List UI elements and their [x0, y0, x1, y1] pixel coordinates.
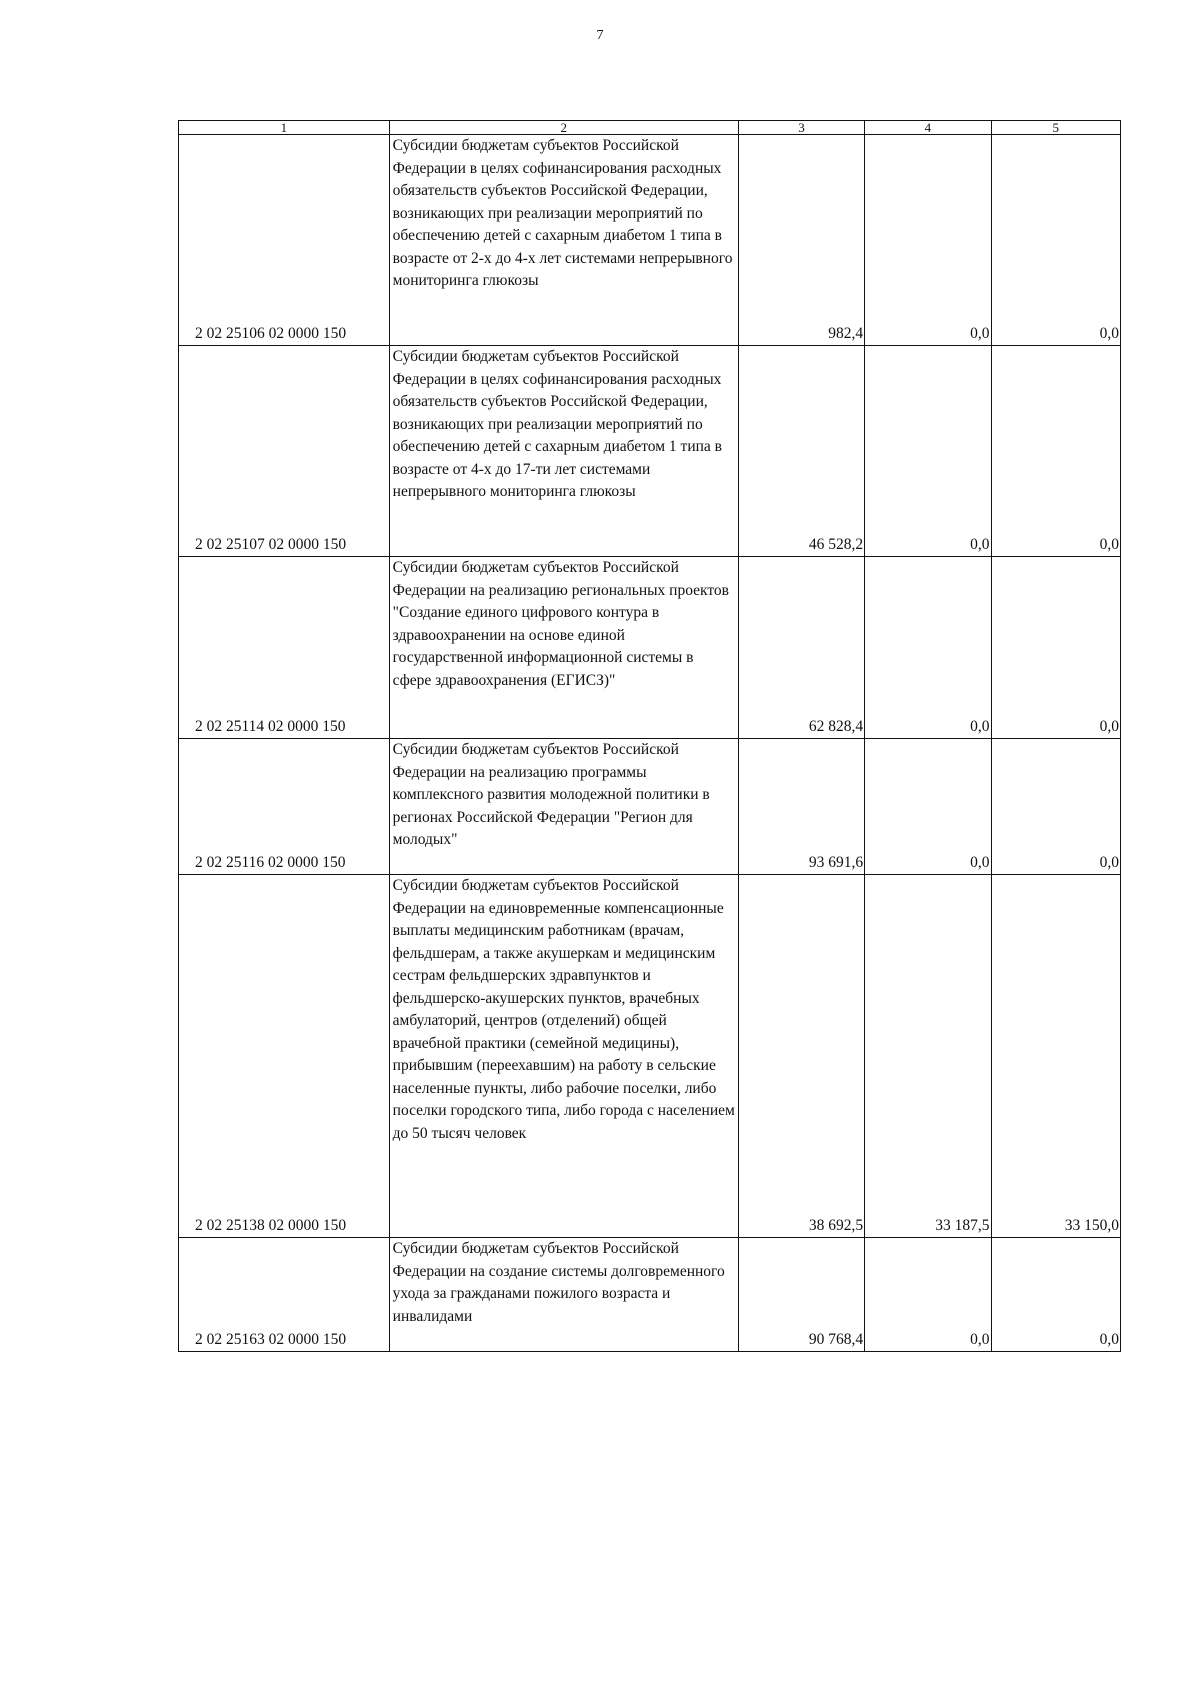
- amount-col3-cell: 38 692,5: [738, 875, 864, 1238]
- revenue-name-cell: Субсидии бюджетам субъектов Российской Федерации на создание системы долговременного ухода за гражданами пожилого возраста и инвалидами: [389, 1238, 738, 1352]
- budget-code-cell: 2 02 25114 02 0000 150: [179, 557, 390, 739]
- budget-code-cell: 2 02 25107 02 0000 150: [179, 346, 390, 557]
- table-row: [179, 135, 1121, 346]
- amount-col4-cell: 0,0: [865, 346, 991, 557]
- revenue-name-cell: Субсидии бюджетам субъектов Российской Федерации на реализацию региональных проектов "Создание единого цифрового контура в здравоохранении на основе единой государственной информационной системы в сфере здравоохранения (ЕГИСЗ)": [389, 557, 738, 739]
- amount-col4-cell: 0,0: [865, 739, 991, 875]
- table-row: [179, 1238, 1121, 1352]
- column-number-header: 1: [179, 121, 390, 135]
- column-number-header: 4: [865, 121, 991, 135]
- amount-col5-cell: 0,0: [991, 739, 1120, 875]
- amount-col5-cell: 0,0: [991, 346, 1120, 557]
- revenue-name-cell: Субсидии бюджетам субъектов Российской Федерации в целях софинансирования расходных обязательств субъектов Российской Федерации, возникающих при реализации мероприятий по обеспечению детей с сахарным диабетом 1 типа в возрасте от 4-х до 17-ти лет системами непрерывного мониторинга глюкозы: [389, 346, 738, 557]
- amount-col5-cell: 33 150,0: [991, 875, 1120, 1238]
- amount-col3-cell: 982,4: [738, 135, 864, 346]
- amount-col5-cell: 0,0: [991, 557, 1120, 739]
- amount-col3-cell: 90 768,4: [738, 1238, 864, 1352]
- column-number-header: 3: [738, 121, 864, 135]
- column-number-header: 5: [991, 121, 1120, 135]
- table-row: [179, 557, 1121, 739]
- budget-code-cell: 2 02 25106 02 0000 150: [179, 135, 390, 346]
- table-row: [179, 739, 1121, 875]
- amount-col3-cell: 93 691,6: [738, 739, 864, 875]
- budget-code-cell: 2 02 25163 02 0000 150: [179, 1238, 390, 1352]
- budget-revenue-table: [178, 120, 1121, 1352]
- table-row: [179, 346, 1121, 557]
- revenue-name-cell: Субсидии бюджетам субъектов Российской Федерации в целях софинансирования расходных обязательств субъектов Российской Федерации, возникающих при реализации мероприятий по обеспечению детей с сахарным диабетом 1 типа в возрасте от 2-х до 4-х лет системами непрерывного мониторинга глюкозы: [389, 135, 738, 346]
- amount-col4-cell: 0,0: [865, 135, 991, 346]
- table-row: [179, 875, 1121, 1238]
- column-number-header: 2: [389, 121, 738, 135]
- amount-col4-cell: 0,0: [865, 557, 991, 739]
- page-number: 7: [596, 28, 604, 43]
- amount-col5-cell: 0,0: [991, 135, 1120, 346]
- revenue-name-cell: Субсидии бюджетам субъектов Российской Федерации на реализацию программы комплексного развития молодежной политики в регионах Российской Федерации "Регион для молодых": [389, 739, 738, 875]
- amount-col4-cell: 0,0: [865, 1238, 991, 1352]
- revenue-name-cell: Субсидии бюджетам субъектов Российской Федерации на единовременные компенсационные выплаты медицинским работникам (врачам, фельдшерам, а также акушеркам и медицинским сестрам фельдшерских здравпунктов и фельдшерско-акушерских пунктов, врачебных амбулаторий, центров (отделений) общей врачебной практики (семейной медицины), прибывшим (переехавшим) на работу в сельские населенные пункты, либо рабочие поселки, либо поселки городского типа, либо города с населением до 50 тысяч человек: [389, 875, 738, 1238]
- amount-col3-cell: 62 828,4: [738, 557, 864, 739]
- column-number-row: [179, 121, 1121, 135]
- budget-code-cell: 2 02 25138 02 0000 150: [179, 875, 390, 1238]
- amount-col5-cell: 0,0: [991, 1238, 1120, 1352]
- amount-col4-cell: 33 187,5: [865, 875, 991, 1238]
- budget-code-cell: 2 02 25116 02 0000 150: [179, 739, 390, 875]
- amount-col3-cell: 46 528,2: [738, 346, 864, 557]
